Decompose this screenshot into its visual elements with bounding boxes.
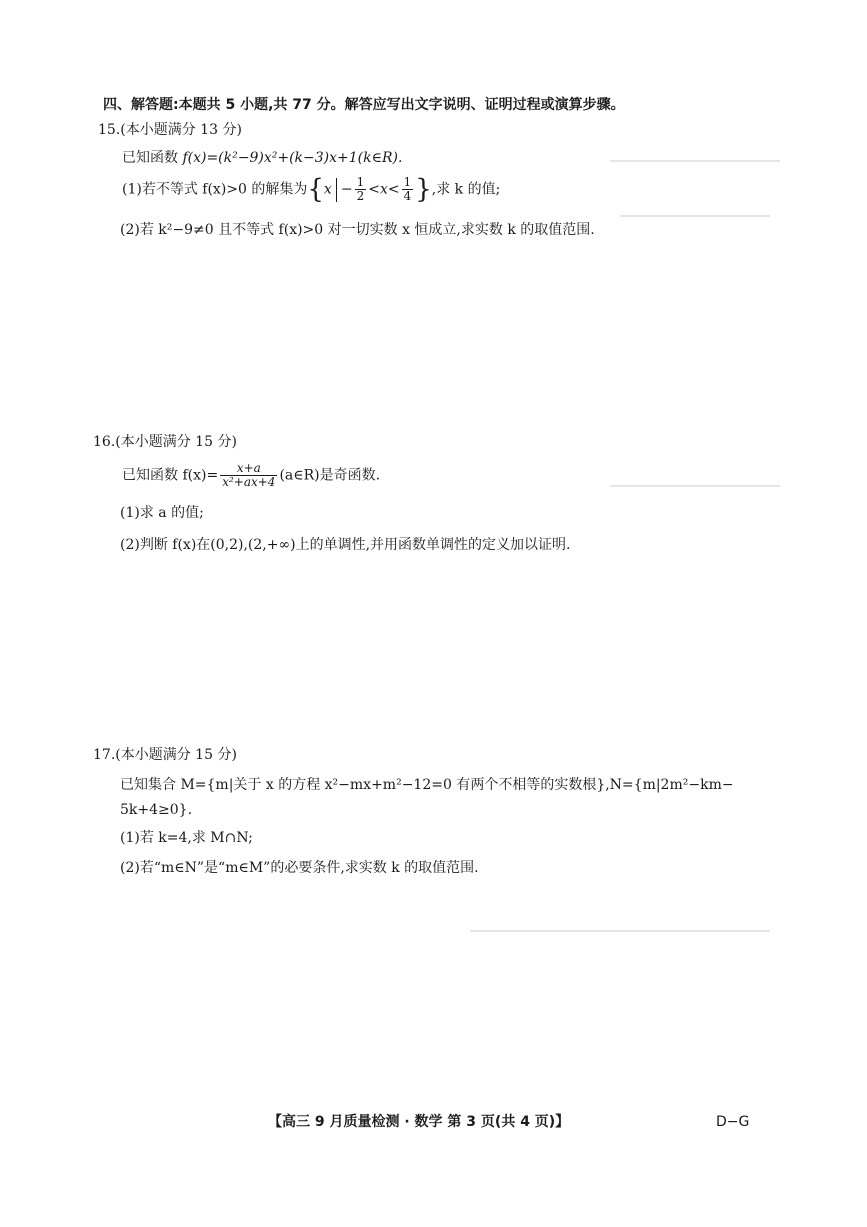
q17-line2: 5k+4≥0}. (120, 802, 193, 818)
q15-intro-text: 已知函数 (122, 150, 183, 166)
right-brace: } (415, 174, 432, 205)
frac-denominator: x²+ax+4 (222, 475, 276, 489)
frac-numerator: 1 (403, 175, 412, 189)
bleed-through-mark (620, 215, 770, 217)
frac-numerator: x+a (220, 462, 277, 476)
page-footer: 【高三 9 月质量检测 · 数学 第 3 页(共 4 页)】 (268, 1114, 570, 1130)
q15-intro (122, 148, 402, 168)
paper-code: D−G (716, 1114, 750, 1130)
fraction-half (355, 176, 367, 203)
q16-intro (122, 462, 380, 489)
q17-line1: 已知集合 M={m|关于 x 的方程 x²−mx+m²−12=0 有两个不相等的实数根},N={m|2m²−km− (120, 777, 734, 793)
q17-part2: (2)若“m∈N”是“m∈M”的必要条件,求实数 k 的取值范围. (120, 860, 479, 876)
bleed-through-mark (610, 160, 780, 162)
q15-part1-tail: ,求 k 的值; (431, 181, 501, 198)
q15-part1-text: (1)若不等式 f(x)>0 的解集为 (122, 181, 308, 198)
bleed-through-mark (470, 930, 770, 932)
fraction-quarter (402, 176, 414, 203)
q17-title: 17.(本小题满分 15 分) (93, 747, 237, 763)
q17-part1: (1)若 k=4,求 M∩N; (120, 830, 253, 846)
q15-title: 15.(本小题满分 13 分) (98, 122, 242, 138)
frac-denominator: 4 (403, 189, 412, 203)
section-header: 四、解答题:本题共 5 小题,共 77 分。解答应写出文字说明、证明过程或演算步骤。 (103, 97, 625, 113)
q16-part1: (1)求 a 的值; (120, 505, 204, 521)
q16-intro-tail: (a∈R)是奇函数. (279, 467, 381, 484)
left-brace: { (307, 174, 324, 205)
q16-part2: (2)判断 f(x)在(0,2),(2,+∞)上的单调性,并用函数单调性的定义加以证明. (120, 537, 571, 553)
minus-sign: − (340, 181, 353, 198)
q15-part1 (122, 176, 500, 203)
set-variable: x (323, 181, 332, 198)
q15-part2: (2)若 k²−9≠0 且不等式 f(x)>0 对一切实数 x 恒成立,求实数 k 的取值范围. (120, 222, 595, 238)
q16-fraction (220, 462, 277, 489)
bleed-through-mark (610, 485, 780, 487)
frac-numerator: 1 (356, 175, 365, 189)
q15-function-expr: f(x)=(k²−9)x²+(k−3)x+1(k∈R). (182, 150, 403, 166)
q16-title: 16.(本小题满分 15 分) (93, 434, 237, 450)
frac-denominator: 2 (356, 189, 365, 203)
q16-intro-text: 已知函数 f(x)= (122, 467, 219, 484)
set-divider (336, 178, 337, 202)
less-than-x: <x< (368, 181, 400, 198)
